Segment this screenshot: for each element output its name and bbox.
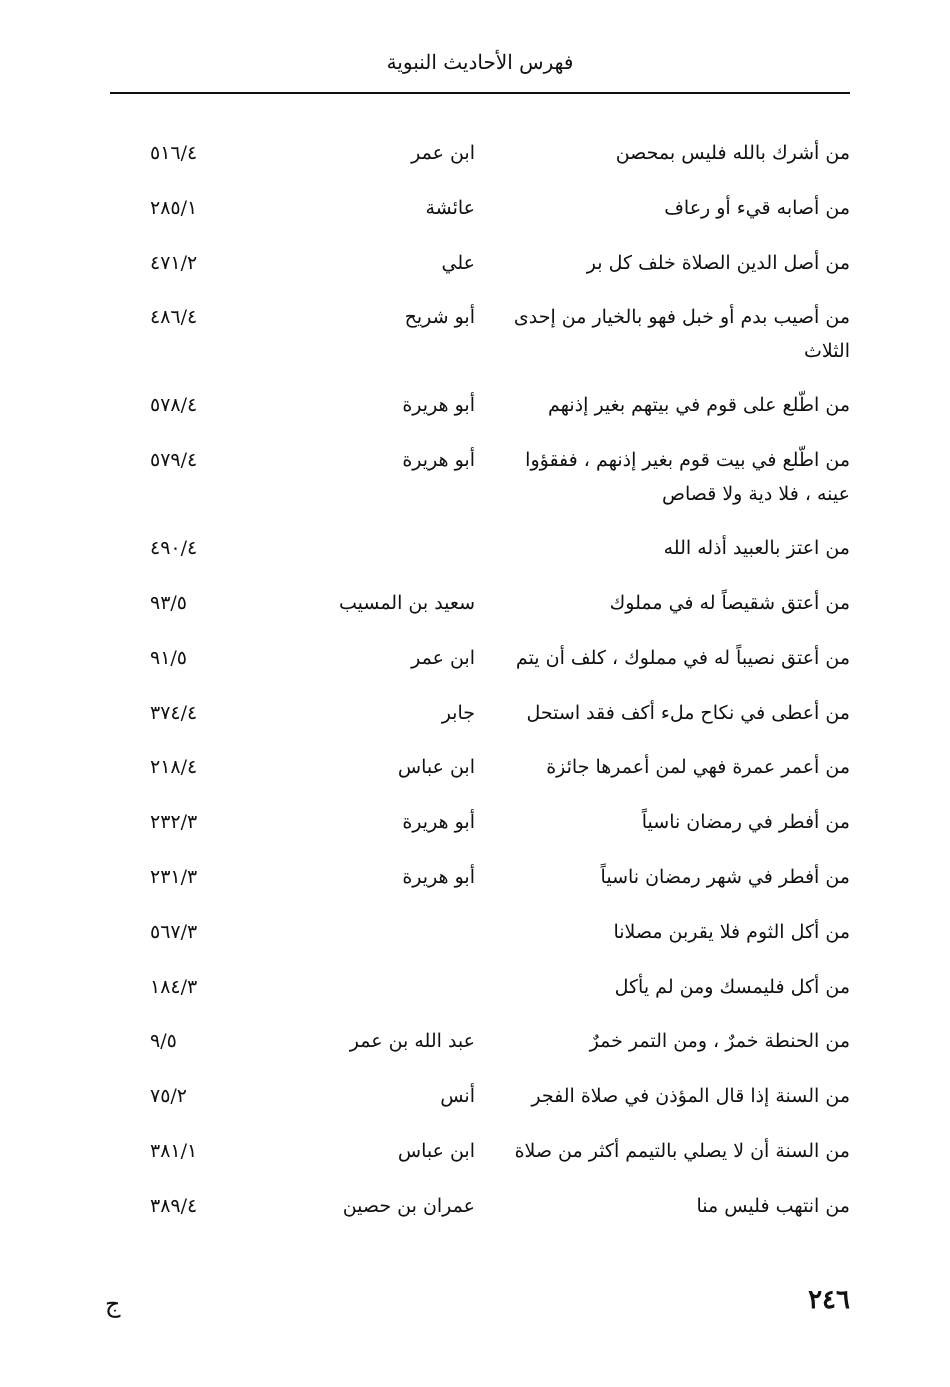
volume-page-ref: ٩٣/٥: [150, 591, 188, 614]
index-entry: [0, 856, 950, 911]
page-header: فهرس الأحاديث النبوية: [386, 50, 574, 74]
volume-page-ref: ٣٨٩/٤: [150, 1194, 198, 1217]
narrator: أبو هريرة: [402, 865, 475, 888]
volume-page-ref: ٥٦٧/٣: [150, 920, 198, 943]
narrator: عبد الله بن عمر: [349, 1030, 475, 1053]
index-entry: [0, 132, 950, 187]
narrator: سعيد بن المسيب: [338, 591, 475, 614]
hadith-text: من السنة أن لا يصلي بالتيمم أكثر من صلاة: [514, 1139, 850, 1162]
volume-page-ref: ٧٥/٢: [150, 1085, 188, 1108]
index-entry: [0, 439, 950, 527]
index-entry: [0, 746, 950, 801]
hadith-text: من أفطر في رمضان ناسياً: [641, 811, 850, 834]
volume-page-ref: ٥٧٩/٤: [150, 449, 198, 472]
index-entry: [0, 1075, 950, 1130]
index-entry: [0, 1020, 950, 1075]
index-entry: [0, 1130, 950, 1185]
volume-page-ref: ٩/٥: [150, 1030, 177, 1053]
volume-page-ref: ٣٧٤/٤: [150, 701, 198, 724]
hadith-text: من أصيب بدم أو خبل فهو بالخيار من إحدى الثلاث: [513, 306, 850, 363]
narrator: أنس: [440, 1085, 475, 1108]
volume-page-ref: ٤٧١/٢: [150, 251, 198, 274]
volume-page-ref: ٤٨٦/٤: [150, 306, 198, 329]
narrator: ابن عمر: [411, 142, 475, 164]
index-entry: [0, 527, 950, 582]
narrator: ابن عمر: [411, 646, 475, 669]
volume-page-ref: ٣٨١/١: [150, 1139, 198, 1162]
hadith-text: من أشرك بالله فليس بمحصن: [615, 142, 850, 164]
narrator: أبو هريرة: [402, 394, 475, 417]
index-entry: [0, 242, 950, 297]
narrator: علي: [441, 251, 475, 274]
hadith-text: من أصابه قيء أو رعاف: [664, 196, 850, 219]
index-entry: [0, 1185, 950, 1240]
index-entry: [0, 187, 950, 242]
hadith-index-list: [0, 132, 950, 1240]
hadith-text: من اطّلع في بيت قوم بغير إذنهم ، ففقؤوا عينه ، فلا دية ولا قصاص: [525, 449, 850, 506]
volume-page-ref: ٢٨٥/١: [150, 196, 198, 219]
signature-mark: ج: [105, 1290, 121, 1318]
hadith-text: من الحنطة خمرٌ ، ومن التمر خمرٌ: [589, 1030, 850, 1053]
volume-page-ref: ٥١٦/٤: [150, 142, 198, 164]
hadith-text: من أعطى في نكاح ملء أكف فقد استحل: [526, 701, 850, 724]
volume-page-ref: ٥٧٨/٤: [150, 394, 198, 417]
narrator: عائشة: [425, 196, 475, 219]
index-entry: [0, 911, 950, 966]
volume-page-ref: ٩١/٥: [150, 646, 188, 669]
narrator: أبو هريرة: [402, 449, 475, 472]
narrator: أبو شريح: [404, 306, 475, 329]
volume-page-ref: ٤٩٠/٤: [150, 537, 198, 560]
narrator: أبو هريرة: [402, 811, 475, 834]
page-number: ٢٤٦: [808, 1285, 850, 1315]
narrator: عمران بن حصين: [342, 1194, 475, 1217]
index-entry: [0, 582, 950, 637]
index-entry: [0, 966, 950, 1021]
hadith-text: من السنة إذا قال المؤذن في صلاة الفجر: [531, 1085, 850, 1108]
hadith-text: من أكل الثوم فلا يقربن مصلانا: [613, 920, 850, 943]
hadith-text: من أصل الدين الصلاة خلف كل بر: [586, 251, 850, 274]
hadith-text: من انتهب فليس منا: [696, 1194, 850, 1217]
hadith-text: من أفطر في شهر رمضان ناسياً: [600, 865, 850, 888]
hadith-text: من أعتق شقيصاً له في مملوك: [609, 591, 850, 614]
volume-page-ref: ١٨٤/٣: [150, 975, 198, 998]
hadith-text: من اطّلع على قوم في بيتهم بغير إذنهم: [547, 394, 850, 417]
volume-page-ref: ٢٣١/٣: [150, 865, 198, 888]
narrator: ابن عباس: [397, 756, 475, 779]
hadith-text: من أعتق نصيباً له في مملوك ، كلف أن يتم: [515, 646, 850, 669]
index-entry: [0, 801, 950, 856]
narrator: جابر: [441, 701, 475, 724]
volume-page-ref: ٢٣٢/٣: [150, 811, 198, 834]
hadith-text: من أكل فليمسك ومن لم يأكل: [614, 975, 850, 998]
hadith-text: من أعمر عمرة فهي لمن أعمرها جائزة: [546, 756, 850, 779]
hadith-text: من اعتز بالعبيد أذله الله: [663, 537, 850, 560]
header-rule: [110, 92, 850, 94]
index-entry: [0, 692, 950, 747]
index-entry: [0, 384, 950, 439]
volume-page-ref: ٢١٨/٤: [150, 756, 198, 779]
index-entry: [0, 296, 950, 384]
index-entry: [0, 637, 950, 692]
narrator: ابن عباس: [397, 1139, 475, 1162]
